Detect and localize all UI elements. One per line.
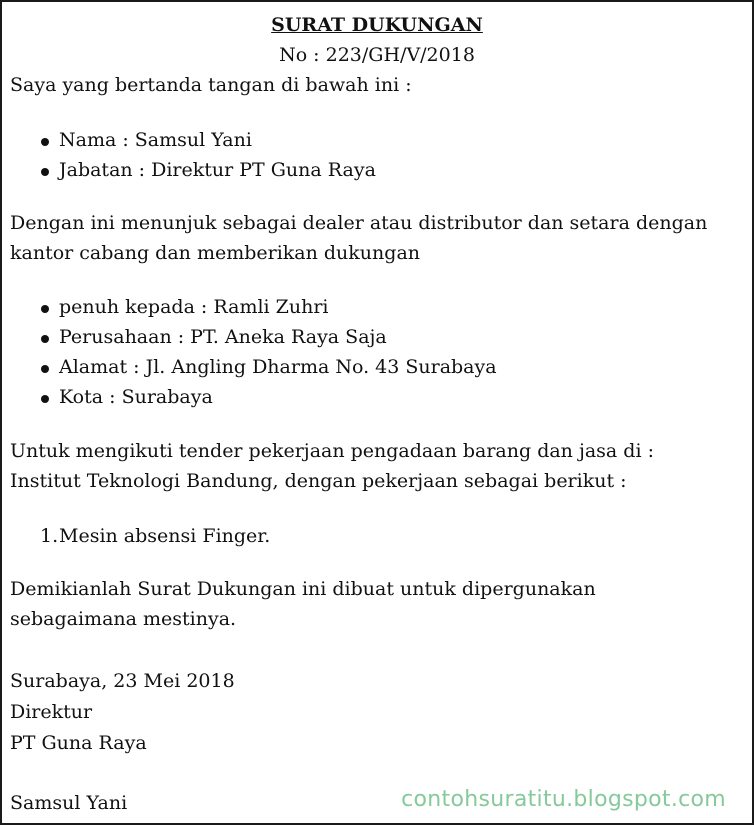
bullet-icon [41, 138, 49, 146]
appointment-line: kantor cabang dan memberikan dukungan [10, 242, 421, 264]
list-item-text: Jabatan : Direktur PT Guna Raya [59, 159, 376, 181]
list-item-text: penuh kepada : Ramli Zuhri [59, 296, 329, 318]
bullet-icon [41, 335, 49, 343]
closing-line: sebagaimana mestinya. [10, 608, 237, 630]
bullet-icon [41, 305, 49, 313]
list-item [2, 352, 740, 382]
intro-text: Saya yang bertanda tangan di bawah ini : [10, 74, 412, 96]
list-item-text: Perusahaan : PT. Aneka Raya Saja [59, 326, 387, 348]
tender-line: Untuk mengikuti tender pekerjaan pengadaan barang dan jasa di : [10, 440, 654, 462]
bullet-icon [41, 365, 49, 373]
list-item-text: Alamat : Jl. Angling Dharma No. 43 Surabaya [59, 356, 497, 378]
signer-list [2, 125, 740, 185]
letter-number: No : 223/GH/V/2018 [279, 44, 475, 66]
list-number: 1. [40, 525, 59, 547]
signer-company: PT Guna Raya [10, 732, 147, 754]
bullet-icon [41, 395, 49, 403]
list-item [2, 292, 740, 322]
tender-line: Institut Teknologi Bandung, dengan pekerjaan sebagai berikut : [10, 470, 627, 492]
list-item [2, 322, 740, 352]
work-list [2, 521, 740, 551]
letter-title: SURAT DUKUNGAN [271, 14, 483, 36]
bullet-icon [41, 168, 49, 176]
tender-text [10, 436, 740, 496]
list-item-text: Nama : Samsul Yani [59, 129, 252, 151]
appointment-text [10, 208, 740, 268]
recipient-list [2, 292, 740, 412]
list-item [2, 382, 740, 412]
list-item [2, 125, 740, 155]
place-date: Surabaya, 23 Mei 2018 [10, 670, 235, 692]
letter-header [2, 10, 752, 70]
closing-text [10, 574, 740, 634]
list-item [2, 521, 740, 551]
signer-name: Samsul Yani [10, 792, 128, 814]
list-item [2, 155, 740, 185]
appointment-line: Dengan ini menunjuk sebagai dealer atau distributor dan setara dengan [10, 212, 708, 234]
list-item-text: Kota : Surabaya [59, 386, 213, 408]
closing-line: Demikianlah Surat Dukungan ini dibuat untuk dipergunakan [10, 578, 596, 600]
watermark-text: contohsuratitu.blogspot.com [401, 787, 726, 812]
signer-position: Direktur [10, 701, 93, 723]
list-item-text: Mesin absensi Finger. [59, 525, 271, 547]
